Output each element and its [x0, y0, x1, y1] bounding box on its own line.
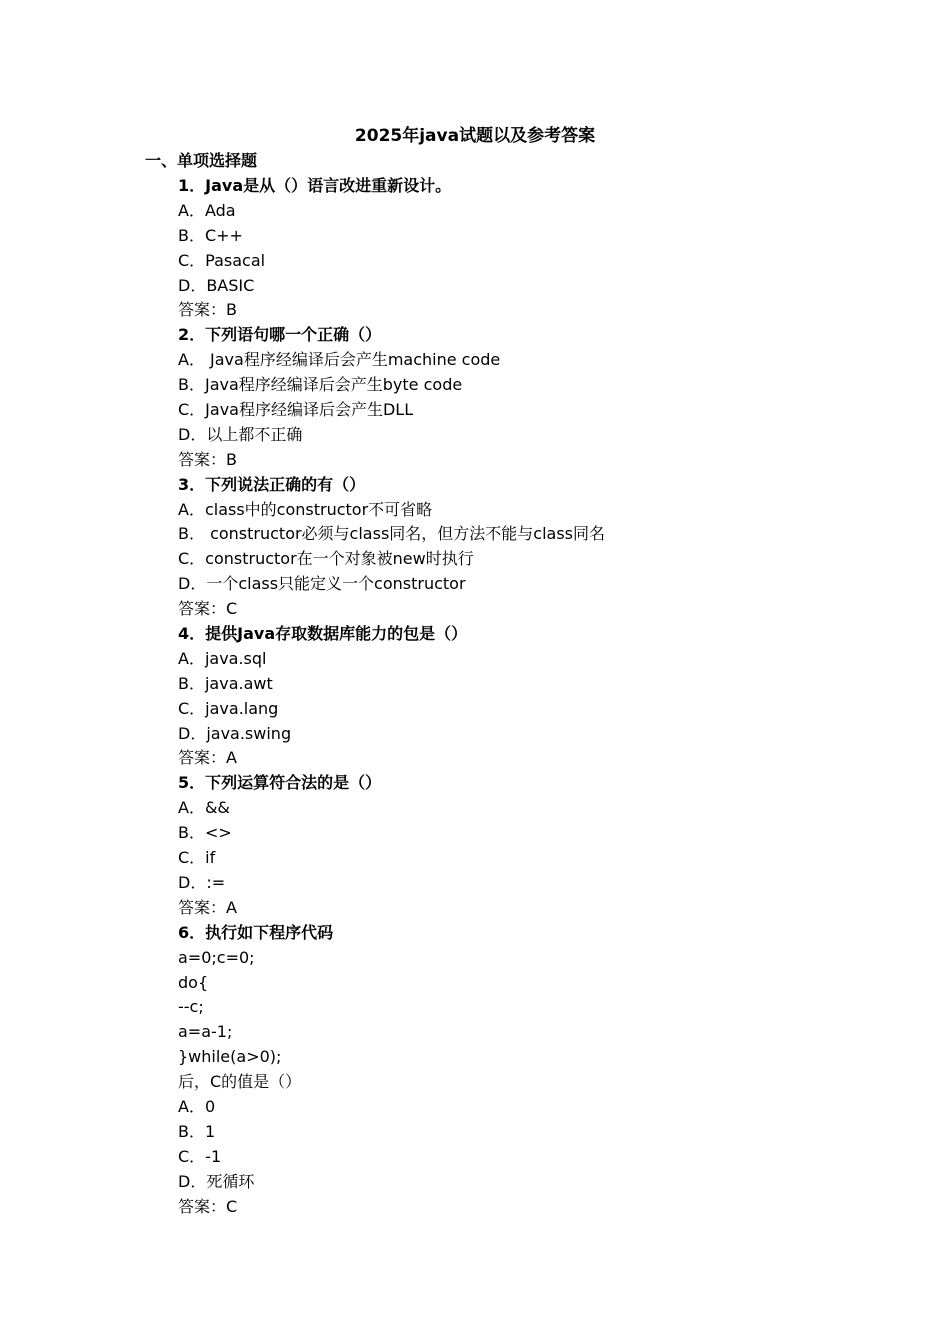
question-stem: 2．下列语句哪一个正确（）	[178, 325, 382, 345]
answer-line: 答案：C	[178, 599, 238, 619]
option-item: D．BASIC	[178, 275, 255, 295]
option-item: D．以上都不正确	[178, 424, 303, 444]
option-item: C．constructor在一个对象被new时执行	[178, 549, 474, 569]
option-item: B．java.awt	[178, 673, 273, 693]
option-item: B．1	[178, 1121, 216, 1141]
option-item: A． Java程序经编译后会产生machine code	[178, 350, 501, 370]
question-stem: 3．下列说法正确的有（）	[178, 474, 366, 494]
code-line: 后，C的值是（）	[178, 1072, 302, 1092]
answer-line: 答案：A	[178, 897, 237, 917]
question-block	[178, 174, 878, 323]
option-item: A．java.sql	[178, 648, 267, 668]
option-item: D．java.swing	[178, 723, 292, 743]
answer-line: 答案：A	[178, 748, 237, 768]
option-item: D．死循环	[178, 1171, 255, 1191]
answer-line: 答案：C	[178, 1196, 238, 1216]
option-item: D．一个class只能定义一个constructor	[178, 574, 466, 594]
option-item: A．&&	[178, 798, 230, 818]
code-line: do{	[178, 972, 209, 992]
answer-line: 答案：B	[178, 449, 237, 469]
code-line: a=a-1;	[178, 1022, 233, 1042]
code-line: }while(a>0);	[178, 1047, 282, 1067]
question-block	[178, 323, 878, 472]
page-title: 2025年java试题以及参考答案	[354, 126, 596, 146]
question-block	[178, 473, 878, 622]
question-block	[178, 921, 878, 1220]
option-item: A．Ada	[178, 200, 236, 220]
question-stem: 5．下列运算符合法的是（）	[178, 773, 382, 793]
option-item: C．if	[178, 848, 216, 868]
question-list	[178, 174, 878, 1219]
question-stem: 4．提供Java存取数据库能力的包是（）	[178, 624, 468, 644]
option-item: B． constructor必须与class同名，但方法不能与class同名	[178, 524, 605, 544]
option-item: C．Java程序经编译后会产生DLL	[178, 400, 414, 420]
question-block	[178, 622, 878, 771]
question-stem: 1．Java是从（）语言改进重新设计。	[178, 176, 452, 195]
section-heading: 一、单项选择题	[145, 151, 258, 170]
option-item: C．-1	[178, 1146, 222, 1166]
option-item: D．:=	[178, 872, 226, 892]
answer-line: 答案：B	[178, 300, 237, 320]
option-item: B．Java程序经编译后会产生byte code	[178, 375, 463, 395]
option-item: A．0	[178, 1096, 216, 1116]
option-item: B．<>	[178, 823, 232, 843]
question-block	[178, 771, 878, 920]
option-item: C．java.lang	[178, 698, 279, 718]
code-line: --c;	[178, 997, 204, 1017]
option-item: A．class中的constructor不可省略	[178, 499, 433, 519]
code-line: a=0;c=0;	[178, 947, 255, 967]
option-item: B．C++	[178, 225, 243, 245]
question-stem: 6．执行如下程序代码	[178, 922, 334, 942]
option-item: C．Pasacal	[178, 250, 266, 270]
